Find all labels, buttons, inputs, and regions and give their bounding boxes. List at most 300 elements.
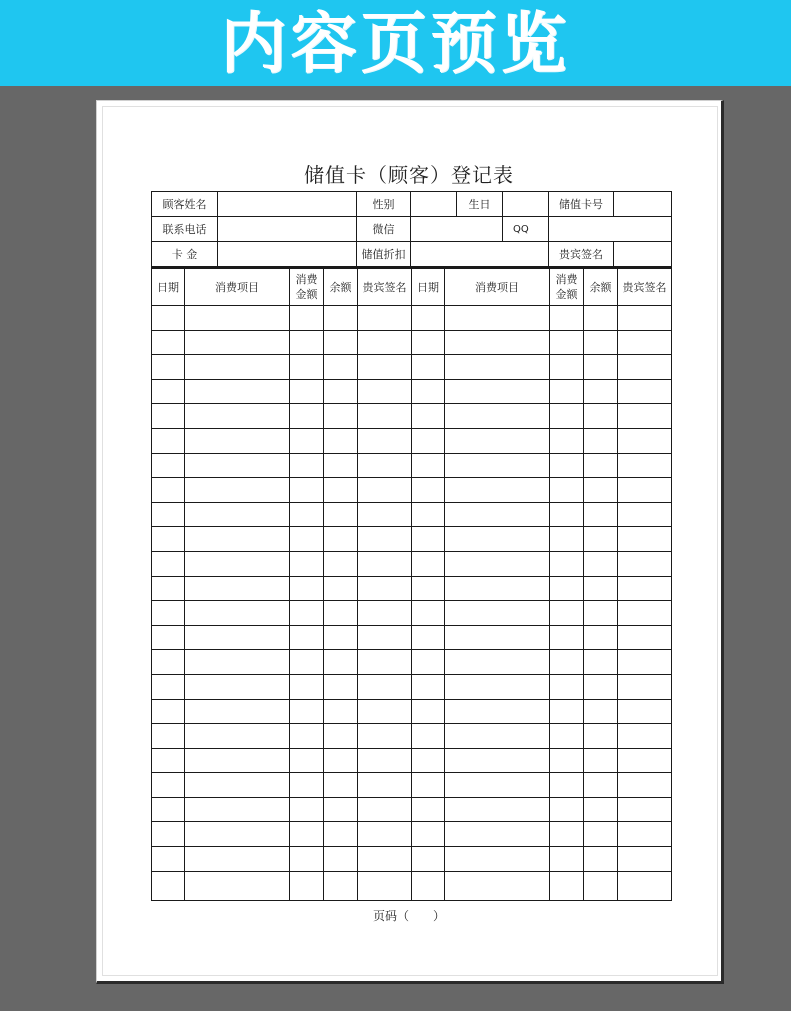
balance-cell-2[interactable] <box>584 453 618 478</box>
table-row <box>152 601 672 626</box>
birthday-field[interactable] <box>503 192 549 217</box>
amount-cell-2[interactable] <box>550 724 584 749</box>
date-cell[interactable] <box>152 379 185 404</box>
amount-cell[interactable] <box>290 502 324 527</box>
amount-cell-2[interactable] <box>550 551 584 576</box>
amount-cell[interactable] <box>290 797 324 822</box>
item-cell[interactable] <box>185 576 290 601</box>
date-cell[interactable] <box>152 822 185 847</box>
amount-cell-2[interactable] <box>550 871 584 900</box>
header-amount: 消费金额 <box>290 268 324 306</box>
amount-cell[interactable] <box>290 674 324 699</box>
table-row <box>152 379 672 404</box>
vip-sign-cell-2[interactable] <box>618 797 672 822</box>
date-cell[interactable] <box>152 453 185 478</box>
amount-cell[interactable] <box>290 453 324 478</box>
date-cell-2[interactable] <box>412 527 445 552</box>
table-row <box>152 724 672 749</box>
vip-sign-cell-2[interactable] <box>618 404 672 429</box>
balance-cell-2[interactable] <box>584 379 618 404</box>
vip-sign-cell-2[interactable] <box>618 822 672 847</box>
vip-sign-cell[interactable] <box>358 355 412 380</box>
date-cell-2[interactable] <box>412 847 445 872</box>
item-cell[interactable] <box>185 404 290 429</box>
vip-sign-cell[interactable] <box>358 453 412 478</box>
vip-sign-cell-2[interactable] <box>618 428 672 453</box>
card-amount-label: 卡 金 <box>152 242 218 267</box>
item-cell-2[interactable] <box>445 625 550 650</box>
balance-cell-2[interactable] <box>584 748 618 773</box>
balance-cell-2[interactable] <box>584 576 618 601</box>
table-row <box>152 797 672 822</box>
gender-field[interactable] <box>411 192 457 217</box>
amount-cell[interactable] <box>290 355 324 380</box>
balance-cell-2[interactable] <box>584 601 618 626</box>
item-cell-2[interactable] <box>445 576 550 601</box>
amount-cell[interactable] <box>290 625 324 650</box>
table-row <box>152 847 672 872</box>
qq-field[interactable] <box>549 217 672 242</box>
amount-cell-2[interactable] <box>550 478 584 503</box>
balance-cell[interactable] <box>324 724 358 749</box>
balance-cell[interactable] <box>324 428 358 453</box>
header-date: 日期 <box>152 268 185 306</box>
date-cell[interactable] <box>152 797 185 822</box>
date-cell[interactable] <box>152 527 185 552</box>
customer-info-table <box>151 191 672 267</box>
balance-cell[interactable] <box>324 330 358 355</box>
vip-sign-cell-2[interactable] <box>618 527 672 552</box>
vip-sign-cell[interactable] <box>358 847 412 872</box>
date-cell-2[interactable] <box>412 871 445 900</box>
table-row <box>152 306 672 331</box>
balance-cell-2[interactable] <box>584 355 618 380</box>
table-row <box>152 625 672 650</box>
table-row <box>152 871 672 900</box>
date-cell-2[interactable] <box>412 724 445 749</box>
vip-sign-cell-2[interactable] <box>618 650 672 675</box>
vip-sign-cell[interactable] <box>358 551 412 576</box>
item-cell-2[interactable] <box>445 453 550 478</box>
vip-sign-cell-2[interactable] <box>618 724 672 749</box>
date-cell-2[interactable] <box>412 650 445 675</box>
table-row <box>152 404 672 429</box>
balance-cell[interactable] <box>324 871 358 900</box>
date-cell-2[interactable] <box>412 404 445 429</box>
vip-sign-cell[interactable] <box>358 478 412 503</box>
balance-cell[interactable] <box>324 748 358 773</box>
table-row <box>152 748 672 773</box>
date-cell-2[interactable] <box>412 601 445 626</box>
card-number-field[interactable] <box>614 192 672 217</box>
amount-cell[interactable] <box>290 699 324 724</box>
date-cell[interactable] <box>152 650 185 675</box>
date-cell-2[interactable] <box>412 478 445 503</box>
date-cell[interactable] <box>152 601 185 626</box>
amount-cell-2[interactable] <box>550 330 584 355</box>
date-cell-2[interactable] <box>412 699 445 724</box>
vip-sign-cell-2[interactable] <box>618 871 672 900</box>
amount-cell[interactable] <box>290 330 324 355</box>
vip-sign-cell[interactable] <box>358 428 412 453</box>
amount-cell[interactable] <box>290 551 324 576</box>
consumption-ledger-table <box>151 267 672 901</box>
amount-cell[interactable] <box>290 576 324 601</box>
date-cell-2[interactable] <box>412 674 445 699</box>
balance-cell-2[interactable] <box>584 650 618 675</box>
item-cell-2[interactable] <box>445 748 550 773</box>
date-cell[interactable] <box>152 674 185 699</box>
vip-sign-cell[interactable] <box>358 650 412 675</box>
item-cell-2[interactable] <box>445 822 550 847</box>
date-cell-2[interactable] <box>412 748 445 773</box>
balance-cell[interactable] <box>324 502 358 527</box>
balance-cell[interactable] <box>324 601 358 626</box>
balance-cell-2[interactable] <box>584 797 618 822</box>
table-row <box>152 428 672 453</box>
date-cell[interactable] <box>152 576 185 601</box>
card-number-label: 储值卡号 <box>549 192 614 217</box>
item-cell[interactable] <box>185 871 290 900</box>
header-item-2: 消费项目 <box>445 268 550 306</box>
amount-cell-2[interactable] <box>550 773 584 798</box>
date-cell[interactable] <box>152 428 185 453</box>
info-row-2 <box>152 217 672 242</box>
table-row <box>152 478 672 503</box>
vip-sign-cell-2[interactable] <box>618 773 672 798</box>
preview-banner <box>0 0 791 86</box>
vip-sign-cell-2[interactable] <box>618 478 672 503</box>
vip-sign-cell[interactable] <box>358 306 412 331</box>
table-row <box>152 822 672 847</box>
vip-sign-cell[interactable] <box>358 797 412 822</box>
vip-sign-cell-2[interactable] <box>618 453 672 478</box>
item-cell[interactable] <box>185 551 290 576</box>
amount-cell-2[interactable] <box>550 847 584 872</box>
date-cell-2[interactable] <box>412 822 445 847</box>
item-cell[interactable] <box>185 428 290 453</box>
balance-cell-2[interactable] <box>584 625 618 650</box>
vip-sign-cell[interactable] <box>358 404 412 429</box>
date-cell-2[interactable] <box>412 625 445 650</box>
table-row <box>152 699 672 724</box>
balance-cell[interactable] <box>324 453 358 478</box>
amount-cell-2[interactable] <box>550 748 584 773</box>
item-cell-2[interactable] <box>445 502 550 527</box>
balance-cell[interactable] <box>324 822 358 847</box>
balance-cell-2[interactable] <box>584 527 618 552</box>
balance-cell[interactable] <box>324 773 358 798</box>
table-row <box>152 453 672 478</box>
vip-sign-cell[interactable] <box>358 601 412 626</box>
amount-cell[interactable] <box>290 379 324 404</box>
date-cell[interactable] <box>152 306 185 331</box>
vip-sign-cell-2[interactable] <box>618 306 672 331</box>
vip-sign-cell-2[interactable] <box>618 847 672 872</box>
vip-sign-cell[interactable] <box>358 502 412 527</box>
vip-sign-cell-2[interactable] <box>618 379 672 404</box>
item-cell[interactable] <box>185 379 290 404</box>
date-cell[interactable] <box>152 748 185 773</box>
date-cell[interactable] <box>152 871 185 900</box>
item-cell-2[interactable] <box>445 306 550 331</box>
amount-cell[interactable] <box>290 748 324 773</box>
item-cell-2[interactable] <box>445 773 550 798</box>
balance-cell[interactable] <box>324 306 358 331</box>
amount-cell-2[interactable] <box>550 797 584 822</box>
balance-cell[interactable] <box>324 551 358 576</box>
vip-sign-cell-2[interactable] <box>618 601 672 626</box>
vip-sign-cell-2[interactable] <box>618 674 672 699</box>
header-item: 消费项目 <box>185 268 290 306</box>
item-cell-2[interactable] <box>445 404 550 429</box>
item-cell-2[interactable] <box>445 527 550 552</box>
balance-cell[interactable] <box>324 404 358 429</box>
date-cell[interactable] <box>152 699 185 724</box>
date-cell[interactable] <box>152 355 185 380</box>
item-cell-2[interactable] <box>445 355 550 380</box>
balance-cell[interactable] <box>324 355 358 380</box>
vip-sign-cell-2[interactable] <box>618 355 672 380</box>
date-cell[interactable] <box>152 478 185 503</box>
balance-cell-2[interactable] <box>584 724 618 749</box>
page-number: 页码（ ） <box>372 909 445 923</box>
item-cell[interactable] <box>185 822 290 847</box>
ledger-body <box>152 306 672 901</box>
balance-cell-2[interactable] <box>584 773 618 798</box>
item-cell-2[interactable] <box>445 601 550 626</box>
balance-cell[interactable] <box>324 527 358 552</box>
header-amount-2: 消费金额 <box>550 268 584 306</box>
vip-sign-cell[interactable] <box>358 871 412 900</box>
vip-sign-cell-2[interactable] <box>618 330 672 355</box>
banner-title: 内容页预览 <box>220 4 571 82</box>
item-cell[interactable] <box>185 601 290 626</box>
item-cell[interactable] <box>185 306 290 331</box>
balance-cell-2[interactable] <box>584 330 618 355</box>
header-vip-sign: 贵宾签名 <box>358 268 412 306</box>
birthday-label: 生日 <box>457 192 503 217</box>
vip-sign-cell[interactable] <box>358 674 412 699</box>
balance-cell-2[interactable] <box>584 478 618 503</box>
date-cell[interactable] <box>152 724 185 749</box>
item-cell-2[interactable] <box>445 428 550 453</box>
ledger-header-row <box>152 268 672 306</box>
info-row-3 <box>152 242 672 267</box>
balance-cell[interactable] <box>324 847 358 872</box>
amount-cell[interactable] <box>290 478 324 503</box>
date-cell-2[interactable] <box>412 330 445 355</box>
amount-cell-2[interactable] <box>550 822 584 847</box>
amount-cell[interactable] <box>290 822 324 847</box>
amount-cell-2[interactable] <box>550 601 584 626</box>
date-cell[interactable] <box>152 625 185 650</box>
balance-cell[interactable] <box>324 379 358 404</box>
amount-cell-2[interactable] <box>550 625 584 650</box>
item-cell-2[interactable] <box>445 379 550 404</box>
item-cell[interactable] <box>185 478 290 503</box>
table-row <box>152 674 672 699</box>
vip-sign-cell[interactable] <box>358 330 412 355</box>
table-row <box>152 576 672 601</box>
vip-sign-cell[interactable] <box>358 576 412 601</box>
vip-sign-cell[interactable] <box>358 625 412 650</box>
amount-cell[interactable] <box>290 773 324 798</box>
item-cell[interactable] <box>185 330 290 355</box>
form-area <box>151 191 671 901</box>
vip-sign-cell-2[interactable] <box>618 551 672 576</box>
item-cell[interactable] <box>185 748 290 773</box>
amount-cell-2[interactable] <box>550 674 584 699</box>
phone-field[interactable] <box>218 217 357 242</box>
vip-sign-cell[interactable] <box>358 699 412 724</box>
amount-cell[interactable] <box>290 404 324 429</box>
item-cell[interactable] <box>185 797 290 822</box>
balance-cell-2[interactable] <box>584 428 618 453</box>
table-row <box>152 502 672 527</box>
date-cell-2[interactable] <box>412 773 445 798</box>
item-cell-2[interactable] <box>445 674 550 699</box>
item-cell-2[interactable] <box>445 871 550 900</box>
item-cell[interactable] <box>185 674 290 699</box>
header-balance-2: 余额 <box>584 268 618 306</box>
item-cell[interactable] <box>185 502 290 527</box>
header-vip-sign-2: 贵宾签名 <box>618 268 672 306</box>
date-cell-2[interactable] <box>412 576 445 601</box>
amount-cell[interactable] <box>290 601 324 626</box>
item-cell[interactable] <box>185 650 290 675</box>
balance-cell-2[interactable] <box>584 551 618 576</box>
balance-cell-2[interactable] <box>584 502 618 527</box>
item-cell[interactable] <box>185 699 290 724</box>
table-row <box>152 355 672 380</box>
item-cell[interactable] <box>185 453 290 478</box>
name-label: 顾客姓名 <box>152 192 218 217</box>
discount-field[interactable] <box>411 242 549 267</box>
wechat-field[interactable] <box>411 217 503 242</box>
amount-cell-2[interactable] <box>550 379 584 404</box>
date-cell[interactable] <box>152 330 185 355</box>
amount-cell[interactable] <box>290 724 324 749</box>
amount-cell[interactable] <box>290 527 324 552</box>
amount-cell-2[interactable] <box>550 306 584 331</box>
amount-cell-2[interactable] <box>550 502 584 527</box>
phone-label: 联系电话 <box>152 217 218 242</box>
date-cell-2[interactable] <box>412 428 445 453</box>
amount-cell-2[interactable] <box>550 355 584 380</box>
vip-sign-cell-2[interactable] <box>618 699 672 724</box>
item-cell[interactable] <box>185 527 290 552</box>
qq-label: QQ <box>503 217 549 242</box>
balance-cell[interactable] <box>324 478 358 503</box>
balance-cell[interactable] <box>324 699 358 724</box>
table-row <box>152 527 672 552</box>
vip-sign-label: 贵宾签名 <box>549 242 614 267</box>
amount-cell-2[interactable] <box>550 453 584 478</box>
vip-sign-cell[interactable] <box>358 822 412 847</box>
date-cell-2[interactable] <box>412 551 445 576</box>
item-cell[interactable] <box>185 724 290 749</box>
vip-sign-cell[interactable] <box>358 379 412 404</box>
header-balance: 余额 <box>324 268 358 306</box>
item-cell[interactable] <box>185 625 290 650</box>
balance-cell-2[interactable] <box>584 306 618 331</box>
amount-cell[interactable] <box>290 306 324 331</box>
item-cell[interactable] <box>185 847 290 872</box>
amount-cell-2[interactable] <box>550 404 584 429</box>
vip-sign-cell-2[interactable] <box>618 502 672 527</box>
amount-cell[interactable] <box>290 871 324 900</box>
amount-cell-2[interactable] <box>550 650 584 675</box>
date-cell[interactable] <box>152 551 185 576</box>
balance-cell-2[interactable] <box>584 699 618 724</box>
date-cell-2[interactable] <box>412 797 445 822</box>
amount-cell-2[interactable] <box>550 527 584 552</box>
balance-cell[interactable] <box>324 576 358 601</box>
vip-sign-cell[interactable] <box>358 724 412 749</box>
vip-sign-cell[interactable] <box>358 748 412 773</box>
balance-cell[interactable] <box>324 650 358 675</box>
vip-sign-cell[interactable] <box>358 527 412 552</box>
vip-sign-cell[interactable] <box>358 773 412 798</box>
vip-sign-cell-2[interactable] <box>618 748 672 773</box>
amount-cell-2[interactable] <box>550 428 584 453</box>
balance-cell-2[interactable] <box>584 674 618 699</box>
item-cell-2[interactable] <box>445 650 550 675</box>
item-cell-2[interactable] <box>445 847 550 872</box>
amount-cell[interactable] <box>290 650 324 675</box>
item-cell-2[interactable] <box>445 478 550 503</box>
card-amount-field[interactable] <box>218 242 357 267</box>
balance-cell-2[interactable] <box>584 847 618 872</box>
vip-sign-field[interactable] <box>614 242 672 267</box>
balance-cell-2[interactable] <box>584 822 618 847</box>
date-cell-2[interactable] <box>412 306 445 331</box>
date-cell[interactable] <box>152 502 185 527</box>
amount-cell[interactable] <box>290 847 324 872</box>
item-cell-2[interactable] <box>445 797 550 822</box>
balance-cell[interactable] <box>324 625 358 650</box>
date-cell-2[interactable] <box>412 379 445 404</box>
item-cell-2[interactable] <box>445 551 550 576</box>
item-cell-2[interactable] <box>445 330 550 355</box>
table-row <box>152 551 672 576</box>
balance-cell[interactable] <box>324 674 358 699</box>
amount-cell-2[interactable] <box>550 699 584 724</box>
balance-cell[interactable] <box>324 797 358 822</box>
date-cell-2[interactable] <box>412 355 445 380</box>
amount-cell-2[interactable] <box>550 576 584 601</box>
item-cell-2[interactable] <box>445 699 550 724</box>
date-cell[interactable] <box>152 847 185 872</box>
table-row <box>152 330 672 355</box>
vip-sign-cell-2[interactable] <box>618 576 672 601</box>
table-row <box>152 773 672 798</box>
item-cell-2[interactable] <box>445 724 550 749</box>
item-cell[interactable] <box>185 355 290 380</box>
balance-cell-2[interactable] <box>584 871 618 900</box>
date-cell[interactable] <box>152 773 185 798</box>
name-field[interactable] <box>218 192 357 217</box>
date-cell-2[interactable] <box>412 453 445 478</box>
balance-cell-2[interactable] <box>584 404 618 429</box>
item-cell[interactable] <box>185 773 290 798</box>
date-cell-2[interactable] <box>412 502 445 527</box>
amount-cell[interactable] <box>290 428 324 453</box>
date-cell[interactable] <box>152 404 185 429</box>
vip-sign-cell-2[interactable] <box>618 625 672 650</box>
wechat-label: 微信 <box>357 217 411 242</box>
